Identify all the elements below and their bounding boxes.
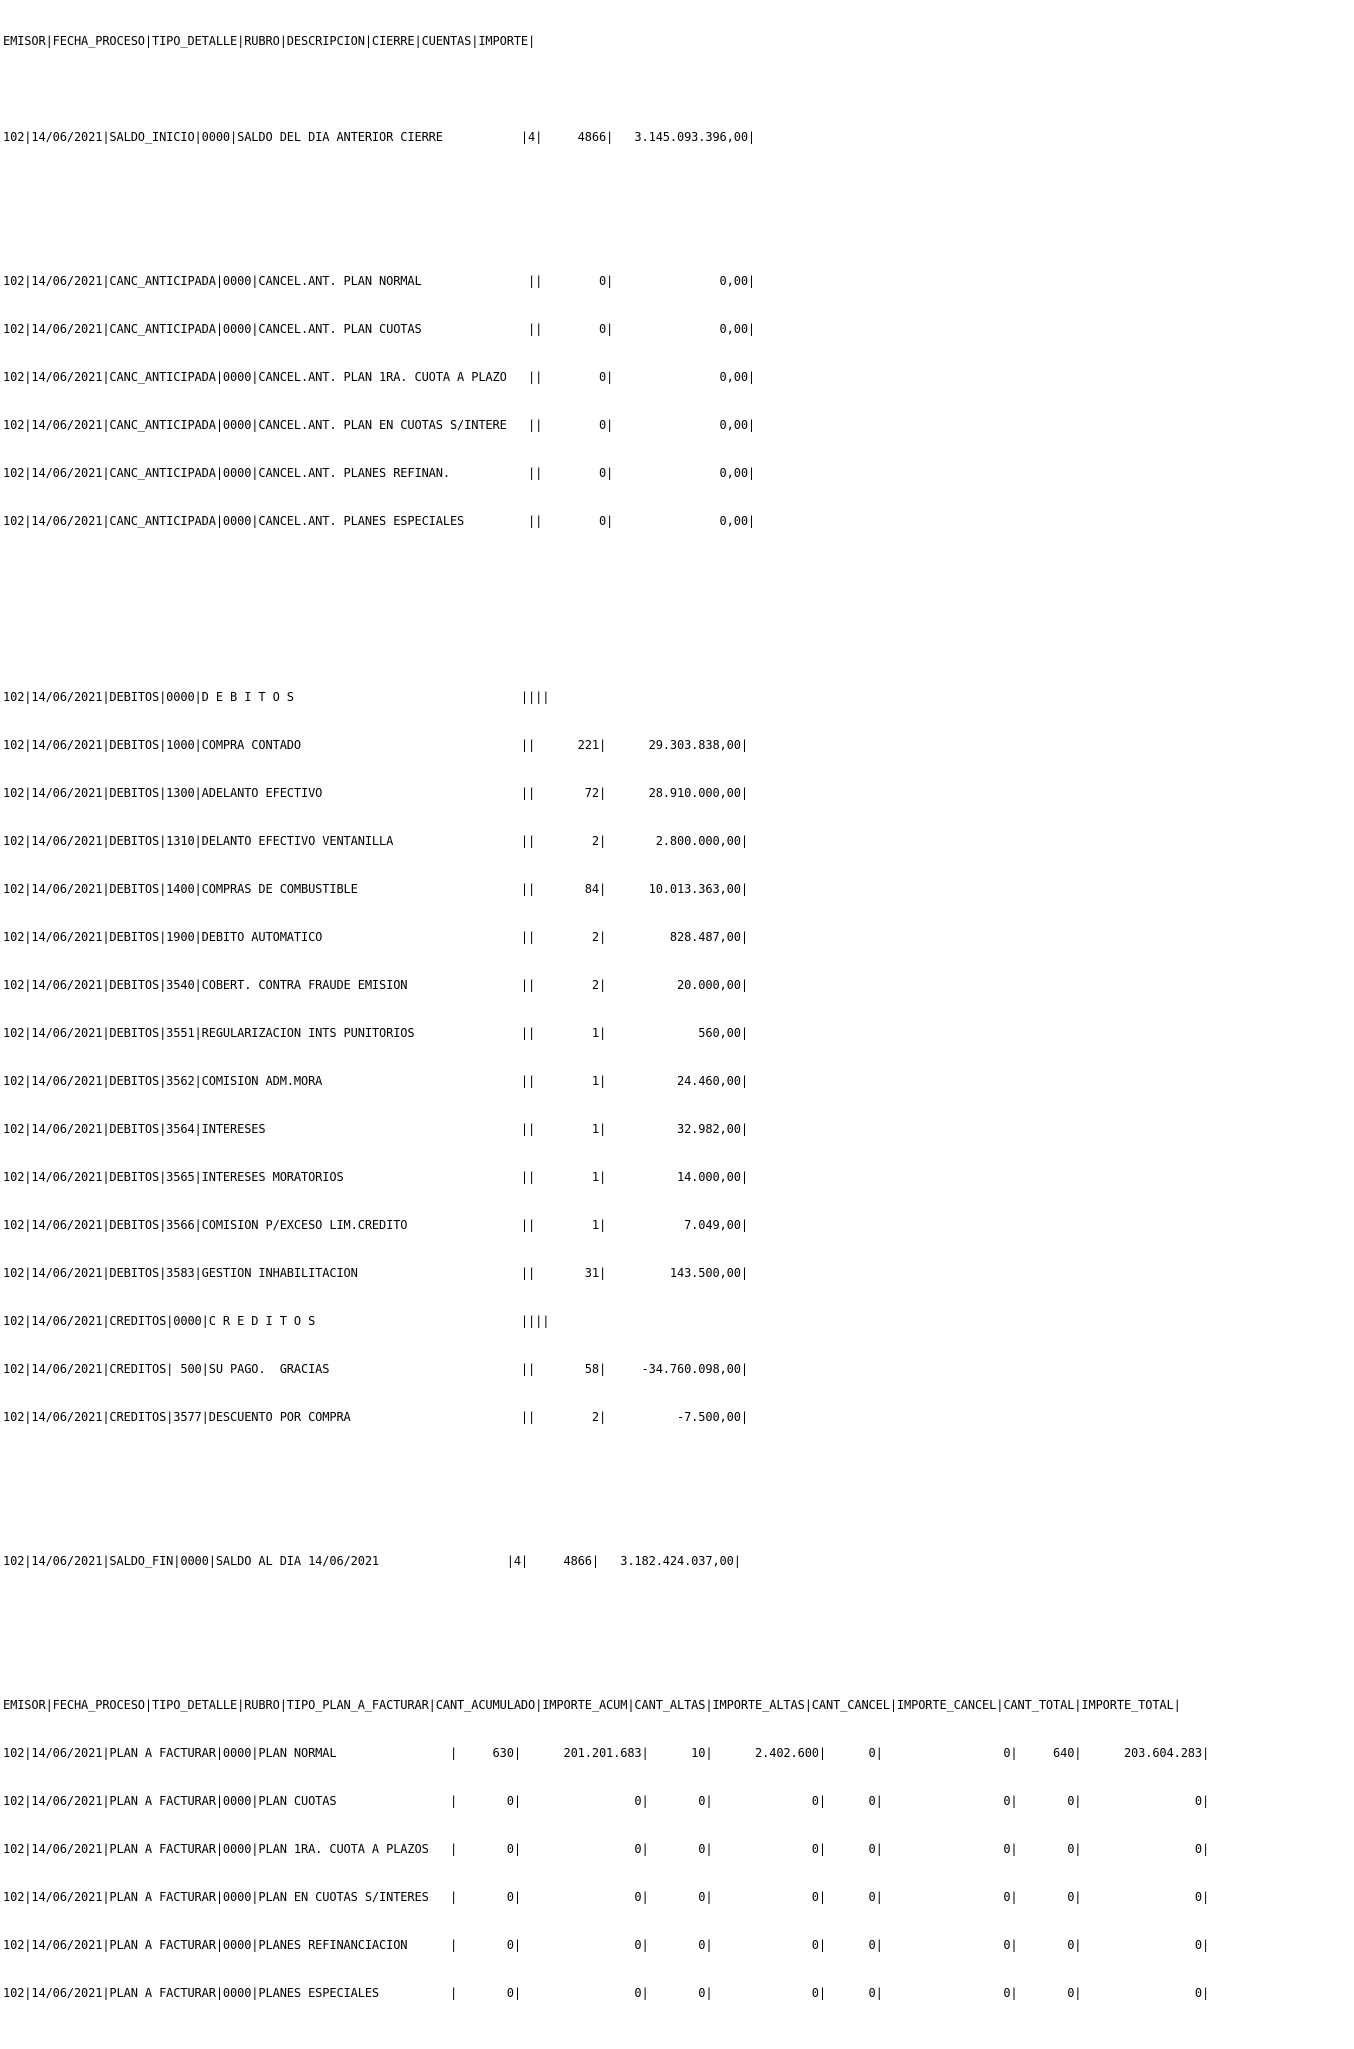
creditos-title-line: 102|14/06/2021|CREDITOS|0000|C R E D I T O S |||| (3, 1314, 550, 1328)
blank-line (3, 177, 1351, 193)
plan-line: 102|14/06/2021|PLAN A FACTURAR|0000|PLANES REFINANCIACION | 0| 0| 0| 0| 0| 0| 0| 0| (3, 1938, 1210, 1952)
blank-line (3, 593, 1351, 609)
plan-line: 102|14/06/2021|PLAN A FACTURAR|0000|PLAN EN CUOTAS S/INTERES | 0| 0| 0| 0| 0| 0| 0| 0| (3, 1890, 1210, 1904)
saldo-inicio-line: 102|14/06/2021|SALDO_INICIO|0000|SALDO DEL DIA ANTERIOR CIERRE |4| 4866| 3.145.093.396,00| (3, 130, 756, 144)
report-header-line: EMISOR|FECHA_PROCESO|TIPO_DETALLE|RUBRO|DESCRIPCION|CIERRE|CUENTAS|IMPORTE| (3, 34, 536, 48)
canc-anticipada-line: 102|14/06/2021|CANC_ANTICIPADA|0000|CANCEL.ANT. PLANES REFINAN. || 0| 0,00| (3, 466, 756, 480)
plan-line: 102|14/06/2021|PLAN A FACTURAR|0000|PLAN NORMAL | 630| 201.201.683| 10| 2.402.600| 0| 0| 640| 203.604.283| (3, 1746, 1210, 1760)
canc-anticipada-line: 102|14/06/2021|CANC_ANTICIPADA|0000|CANCEL.ANT. PLAN 1RA. CUOTA A PLAZO || 0| 0,00| (3, 370, 756, 384)
plan-line: 102|14/06/2021|PLAN A FACTURAR|0000|PLANES ESPECIALES | 0| 0| 0| 0| 0| 0| 0| 0| (3, 1986, 1210, 2000)
credito-line: 102|14/06/2021|CREDITOS| 500|SU PAGO. GRACIAS || 58| -34.760.098,00| (3, 1362, 748, 1376)
debito-line: 102|14/06/2021|DEBITOS|1400|COMPRAS DE COMBUSTIBLE || 84| 10.013.363,00| (3, 882, 748, 896)
plan-header-line: EMISOR|FECHA_PROCESO|TIPO_DETALLE|RUBRO|TIPO_PLAN_A_FACTURAR|CANT_ACUMULADO|IMPORTE_ACUM|CANT_ALTAS|IMPORTE_ALTAS|CANT_CANCEL|IMPORTE_CANCEL|CANT_TOTAL|IMPORTE_TOTAL| (3, 1698, 1181, 1712)
plan-line: 102|14/06/2021|PLAN A FACTURAR|0000|PLAN CUOTAS | 0| 0| 0| 0| 0| 0| 0| 0| (3, 1794, 1210, 1808)
debito-line: 102|14/06/2021|DEBITOS|3564|INTERESES || 1| 32.982,00| (3, 1122, 748, 1136)
blank-line (3, 1489, 1351, 1505)
plan-line: 102|14/06/2021|PLAN A FACTURAR|0000|PLAN 1RA. CUOTA A PLAZOS | 0| 0| 0| 0| 0| 0| 0| 0| (3, 1842, 1210, 1856)
report-document (3, 1, 1351, 2049)
blank-line (3, 1601, 1351, 1617)
canc-anticipada-line: 102|14/06/2021|CANC_ANTICIPADA|0000|CANCEL.ANT. PLAN CUOTAS || 0| 0,00| (3, 322, 756, 336)
debito-line: 102|14/06/2021|DEBITOS|1310|DELANTO EFECTIVO VENTANILLA || 2| 2.800.000,00| (3, 834, 748, 848)
debito-line: 102|14/06/2021|DEBITOS|1300|ADELANTO EFECTIVO || 72| 28.910.000,00| (3, 786, 748, 800)
debito-line: 102|14/06/2021|DEBITOS|3566|COMISION P/EXCESO LIM.CREDITO || 1| 7.049,00| (3, 1218, 748, 1232)
movimientos-section (3, 657, 1351, 1457)
debito-line: 102|14/06/2021|DEBITOS|3551|REGULARIZACION INTS PUNITORIOS || 1| 560,00| (3, 1026, 748, 1040)
blank-line (3, 81, 1351, 97)
canc-anticipada-line: 102|14/06/2021|CANC_ANTICIPADA|0000|CANCEL.ANT. PLANES ESPECIALES || 0| 0,00| (3, 514, 756, 528)
debito-line: 102|14/06/2021|DEBITOS|1900|DEBITO AUTOMATICO || 2| 828.487,00| (3, 930, 748, 944)
saldo-fin-line: 102|14/06/2021|SALDO_FIN|0000|SALDO AL DIA 14/06/2021 |4| 4866| 3.182.424.037,00| (3, 1554, 741, 1568)
debito-line: 102|14/06/2021|DEBITOS|3540|COBERT. CONTRA FRAUDE EMISION || 2| 20.000,00| (3, 978, 748, 992)
credito-line: 102|14/06/2021|CREDITOS|3577|DESCUENTO POR COMPRA || 2| -7.500,00| (3, 1410, 748, 1424)
debito-line: 102|14/06/2021|DEBITOS|3562|COMISION ADM.MORA || 1| 24.460,00| (3, 1074, 748, 1088)
debito-line: 102|14/06/2021|DEBITOS|1000|COMPRA CONTADO || 221| 29.303.838,00| (3, 738, 748, 752)
canc-anticipada-line: 102|14/06/2021|CANC_ANTICIPADA|0000|CANCEL.ANT. PLAN NORMAL || 0| 0,00| (3, 274, 756, 288)
debito-line: 102|14/06/2021|DEBITOS|3583|GESTION INHABILITACION || 31| 143.500,00| (3, 1266, 748, 1280)
plan-a-facturar-section (3, 1665, 1351, 2033)
canc-anticipada-line: 102|14/06/2021|CANC_ANTICIPADA|0000|CANCEL.ANT. PLAN EN CUOTAS S/INTERE || 0| 0,00| (3, 418, 756, 432)
debitos-title-line: 102|14/06/2021|DEBITOS|0000|D E B I T O S |||| (3, 690, 550, 704)
debito-line: 102|14/06/2021|DEBITOS|3565|INTERESES MORATORIOS || 1| 14.000,00| (3, 1170, 748, 1184)
canc-anticipada-section (3, 241, 1351, 561)
